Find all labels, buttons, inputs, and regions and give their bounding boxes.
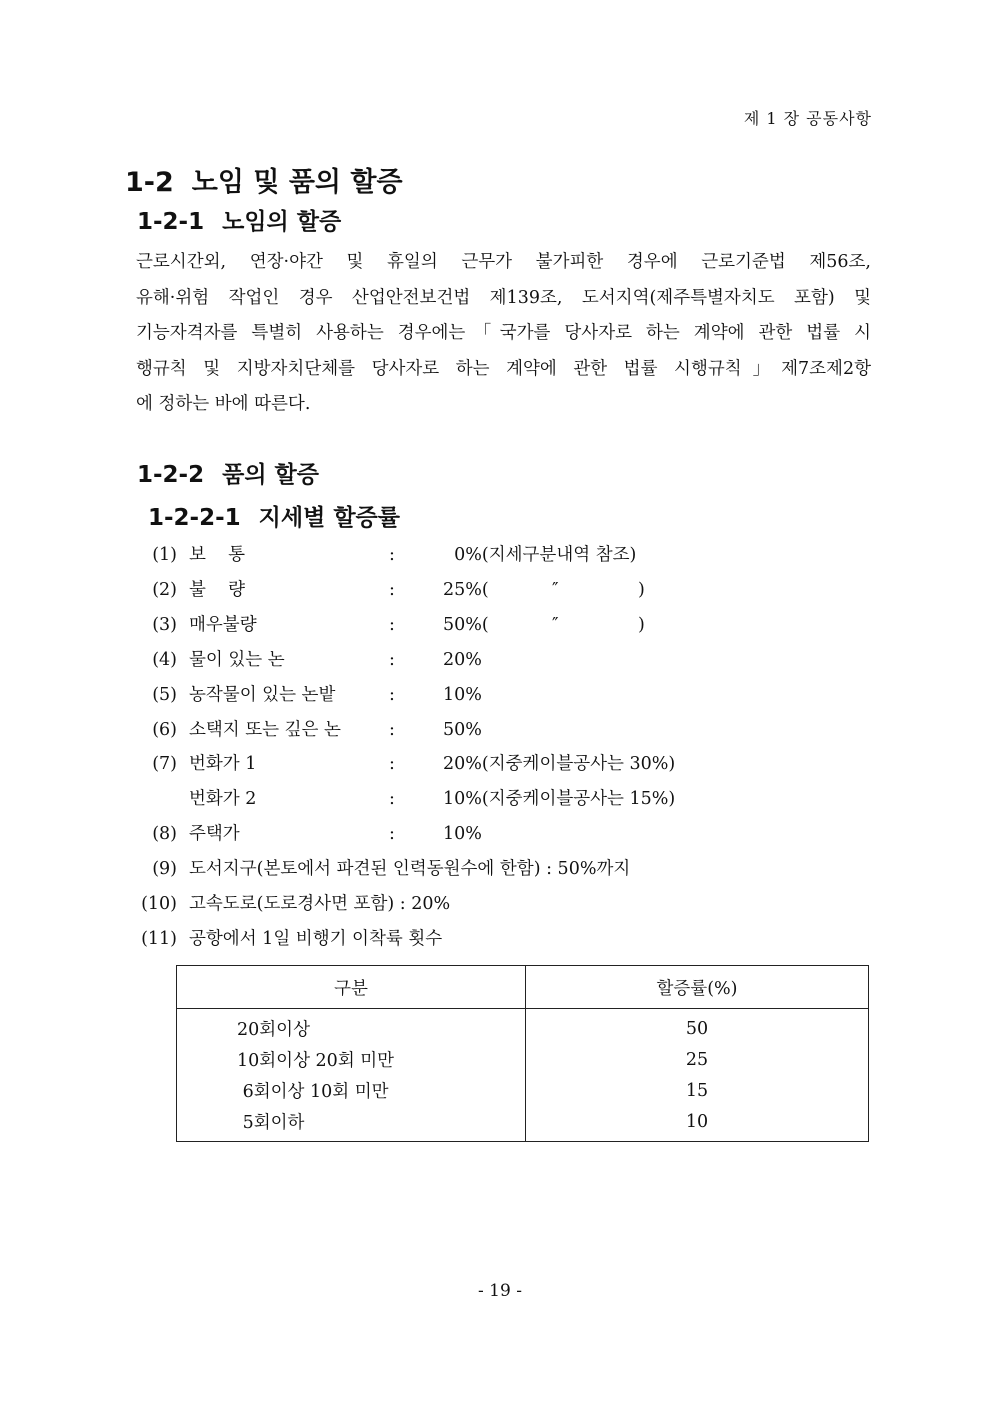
item-colon: : [389, 545, 395, 565]
subsection-title: 품의 할증 [222, 462, 319, 488]
section-number: 1-2 [125, 167, 174, 198]
item-number: (11) [141, 928, 177, 949]
item-value: 10%(지중케이블공사는 15%) [443, 789, 676, 810]
item-label: 농작물이 있는 논밭 [189, 684, 336, 705]
table-header-row [177, 966, 869, 1009]
paragraph-line: 유해·위험 작업인 경우 산업안전보건법 제139조, 도서지역(제주특별자치도 포함) 및 [136, 287, 871, 308]
table-cell-rate: 15 [526, 1075, 869, 1106]
item-number: (1) [152, 545, 177, 565]
item-colon: : [389, 719, 395, 740]
item-colon: : [389, 789, 395, 810]
table-cell-category: 6회이상 10회 미만 [177, 1075, 526, 1106]
item-colon: : [389, 579, 395, 600]
item-value: 20%(지중케이블공사는 30%) [443, 754, 676, 775]
item-label: 고속도로(도로경사면 포함) : 20% [189, 894, 451, 914]
item-value: 50% [443, 719, 482, 740]
item-number: (5) [152, 684, 177, 705]
table-row [177, 1009, 869, 1045]
table-row [177, 1044, 869, 1075]
table-cell-rate: 50 [526, 1009, 869, 1045]
item-label: 보 통 [189, 545, 246, 565]
table-row [177, 1075, 869, 1106]
item-label: 도서지구(본토에서 파견된 인력동원수에 한함) : 50%까지 [189, 859, 631, 880]
section-heading [125, 160, 403, 199]
paragraph-line: 행규칙 및 지방자치단체를 당사자로 하는 계약에 관한 법률 시행규칙」제7조제2항 [136, 358, 871, 379]
item-value: 25%( [443, 579, 489, 600]
subsection-title: 노임의 할증 [222, 209, 342, 235]
item-label: 불 량 [189, 579, 246, 600]
table-cell-category: 5회이하 [177, 1106, 526, 1142]
table-cell-rate: 10 [526, 1106, 869, 1142]
item-label: 번화가 1 [189, 754, 257, 775]
item-number: (3) [152, 614, 177, 635]
airport-rate-table [176, 965, 869, 1142]
item-number: (9) [152, 859, 177, 880]
item-ditto-mark: ″ [552, 579, 559, 600]
item-ditto-mark: ″ [552, 614, 559, 635]
item-colon: : [389, 754, 395, 775]
item-label: 매우불량 [189, 614, 257, 635]
paragraph-line: 에 정하는 바에 따른다. [136, 394, 311, 414]
item-number: (6) [152, 719, 177, 740]
subsection-heading-labor [137, 456, 319, 489]
item-label: 공항에서 1일 비행기 이착륙 횟수 [189, 928, 443, 949]
paragraph-line: 기능자격자를 특별히 사용하는 경우에는「국가를 당사자로 하는 계약에 관한 법률 시 [136, 323, 871, 343]
item-close-paren: ) [638, 614, 645, 635]
item-number: (10) [141, 894, 177, 914]
section-title: 노임 및 품의 할증 [191, 167, 403, 198]
table-header-rate: 할증률(%) [526, 966, 869, 1009]
table-cell-rate: 25 [526, 1044, 869, 1075]
item-number: (7) [152, 754, 177, 775]
item-label: 번화가 2 [189, 789, 257, 810]
item-value: 10% [443, 824, 482, 845]
subsection-heading-wage [137, 203, 341, 236]
item-value: 10% [443, 684, 482, 705]
subsubsection-number: 1-2-2-1 [148, 505, 241, 531]
table-cell-category: 20회이상 [177, 1009, 526, 1045]
item-colon: : [389, 614, 395, 635]
page-number: - 19 - [478, 1281, 522, 1301]
subsubsection-title: 지세별 할증률 [258, 505, 400, 531]
subsection-number: 1-2-2 [137, 462, 205, 488]
subsection-number: 1-2-1 [137, 209, 205, 235]
wage-paragraph [136, 245, 871, 423]
paragraph-line: 근로시간외, 연장·야간 및 휴일의 근무가 불가피한 경우에 근로기준법 제56조, [136, 252, 871, 272]
item-value: 50%( [443, 614, 489, 635]
item-close-paren: ) [638, 579, 645, 600]
table-cell-category: 10회이상 20회 미만 [177, 1044, 526, 1075]
subsubsection-heading [148, 499, 400, 532]
item-label: 물이 있는 논 [189, 649, 285, 670]
table-row [177, 1106, 869, 1142]
item-value: 20% [443, 649, 482, 670]
item-colon: : [389, 649, 395, 670]
item-number: (2) [152, 579, 177, 600]
item-colon: : [389, 684, 395, 705]
chapter-header: 제 1 장 공동사항 [743, 109, 872, 128]
item-number: (8) [152, 824, 177, 845]
item-value: 0%(지세구분내역 참조) [443, 545, 637, 565]
item-label: 소택지 또는 깊은 논 [189, 719, 341, 740]
item-label: 주택가 [189, 824, 240, 845]
table-header-category: 구분 [177, 966, 526, 1009]
item-number: (4) [152, 649, 177, 670]
item-colon: : [389, 824, 395, 845]
